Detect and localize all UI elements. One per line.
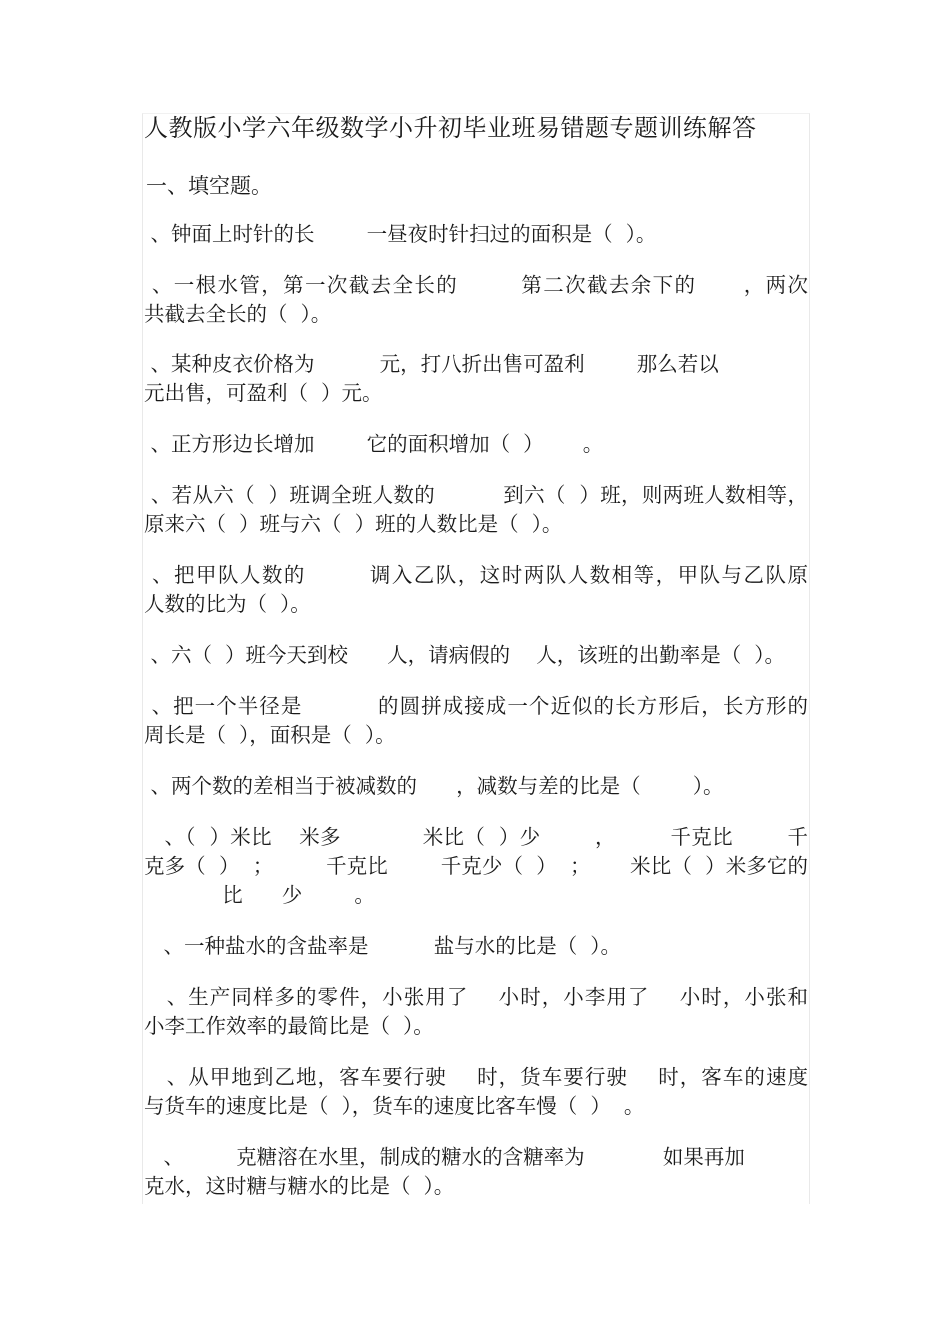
question-8-line-1: 、把一个半径是 的圆拼成接成一个近似的长方形后，长方形的 xyxy=(144,694,808,718)
question-10-line-3: 比 少 。 xyxy=(144,883,375,907)
question-14-line-2: 克水，这时糖与糖水的比是（ ）。 xyxy=(144,1174,455,1198)
question-1-line-1: 、钟面上时针的长 一昼夜时针扫过的面积是（ ）。 xyxy=(144,222,657,246)
question-6-line-2: 人数的比为（ ）。 xyxy=(144,592,311,616)
question-2-line-2: 共截去全长的（ ）。 xyxy=(144,302,332,326)
question-3-line-1: 、某种皮衣价格为 元，打八折出售可盈利 那么若以 xyxy=(144,352,719,376)
question-9-line-1: 、两个数的差相当于被减数的 ，减数与差的比是（ ）。 xyxy=(144,774,724,798)
question-5-line-1: 、若从六（ ）班调全班人数的 到六（ ）班，则两班人数相等， xyxy=(144,483,808,507)
section-heading: 一、填空题。 xyxy=(146,174,272,198)
question-13-line-2: 与货车的速度比是（ ），货车的速度比客车慢（ ） 。 xyxy=(144,1094,645,1118)
question-11-line-1: 、一种盐水的含盐率是 盐与水的比是（ ）。 xyxy=(144,934,621,958)
document-title: 人教版小学六年级数学小升初毕业班易错题专题训练解答 xyxy=(144,114,757,142)
question-3-line-2: 元出售，可盈利（ ）元。 xyxy=(144,381,383,405)
question-8-line-2: 周长是（ ），面积是（ ）。 xyxy=(144,723,396,747)
question-12-line-1: 、生产同样多的零件，小张用了 小时，小李用了 小时，小张和 xyxy=(144,985,808,1009)
question-14-line-1: 、 克糖溶在水里，制成的糖水的含糖率为 如果再加 xyxy=(144,1145,745,1169)
question-7-line-1: 、六（ ）班今天到校 人，请病假的 人，该班的出勤率是（ ）。 xyxy=(144,643,785,667)
question-4-line-1: 、正方形边长增加 它的面积增加（ ） 。 xyxy=(144,432,604,456)
question-5-line-2: 原来六（ ）班与六（ ）班的人数比是（ ）。 xyxy=(144,512,563,536)
question-10-line-1: 、（ ）米比 米多 米比（ ）少 ， 千克比 千 xyxy=(144,825,808,849)
question-12-line-2: 小李工作效率的最简比是（ ）。 xyxy=(144,1014,434,1038)
question-10-line-2: 克多（ ） ； 千克比 千克少（ ） ； 米比（ ）米多它的 xyxy=(144,854,808,878)
question-2-line-1: 、一根水管，第一次截去全长的 第二次截去余下的 ，两次 xyxy=(144,273,808,297)
question-6-line-1: 、把甲队人数的 调入乙队，这时两队人数相等，甲队与乙队原 xyxy=(144,563,808,587)
question-13-line-1: 、从甲地到乙地，客车要行驶 时，货车要行驶 时，客车的速度 xyxy=(144,1065,808,1089)
